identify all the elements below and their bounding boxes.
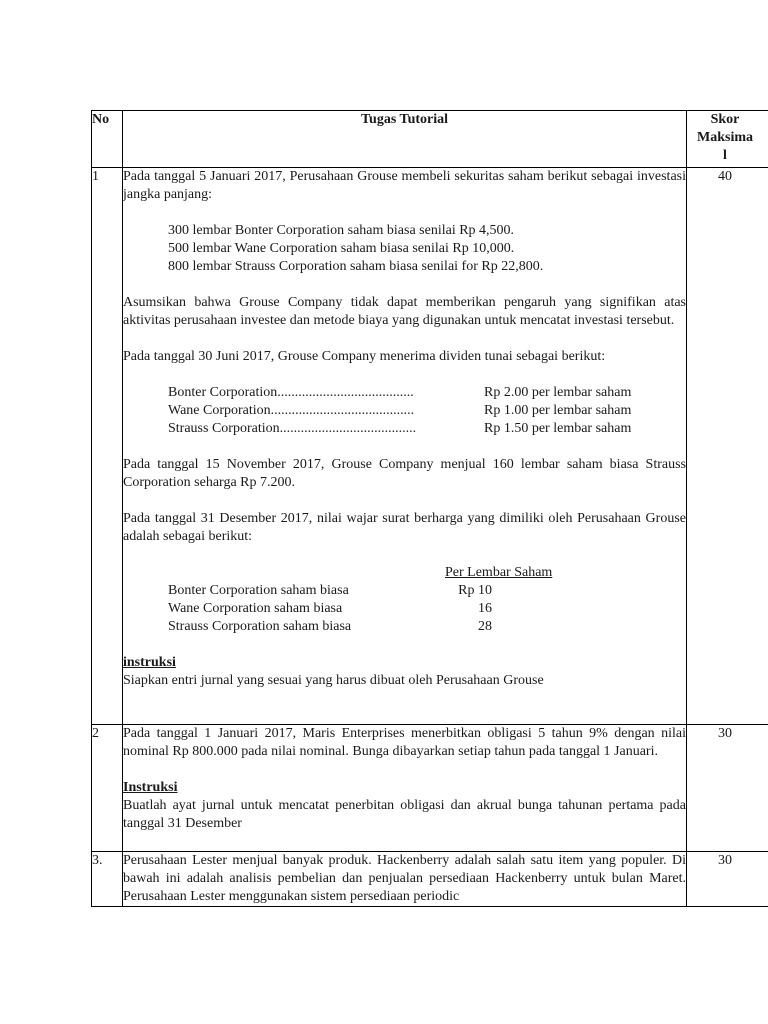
score-cell [687,725,768,852]
score-value: 30 [718,853,732,868]
task-cell [123,725,687,852]
dividend-amount: Rp 2.00 per lembar saham [484,385,632,400]
dividend-row [123,420,686,438]
fair-value-amount: 16 [478,601,492,616]
score-value: 40 [718,169,732,184]
dividend-company: Strauss Corporation....................................... [168,421,417,436]
dividend-company: Bonter Corporation....................................... [168,385,414,400]
task-intro: Pada tanggal 5 Januari 2017, Perusahaan Grouse membeli sekuritas saham berikut sebagai investasi jangka panjang: [123,169,686,202]
table-header-row [92,111,768,168]
header-task: Tugas Tutorial [123,111,687,168]
header-score [687,111,768,168]
header-score-line-2: Maksima [697,130,753,145]
fair-value-amount: 28 [478,619,492,634]
dividend-row [123,384,686,402]
purchase-line: 500 lembar Wane Corporation saham biasa senilai Rp 10,000. [168,241,515,256]
header-score-line-1: Skor [710,112,740,127]
row-number: 1 [92,168,123,725]
fair-value-amount: Rp 10 [458,583,492,598]
dividend-amount: Rp 1.00 per lembar saham [484,403,632,418]
sale-text: Pada tanggal 15 November 2017, Grouse Company menjual 160 lembar saham biasa Strauss Corporation seharga Rp 7.200. [123,457,686,490]
fair-value-company: Wane Corporation saham biasa [168,601,343,616]
score-value: 30 [718,726,732,741]
fair-value-row [123,582,686,600]
purchase-line: 300 lembar Bonter Corporation saham biasa senilai Rp 4,500. [168,223,515,238]
instruction-text: Siapkan entri jurnal yang sesuai yang harus dibuat oleh Perusahaan Grouse [123,673,544,688]
dividend-intro: Pada tanggal 30 Juni 2017, Grouse Company menerima dividen tunai sebagai berikut: [123,349,606,364]
fair-value-intro: Pada tanggal 31 Desember 2017, nilai wajar surat berharga yang dimiliki oleh Perusahaan Grouse adalah sebagai berikut: [123,511,686,544]
task-body: Perusahaan Lester menjual banyak produk. Hackenberry adalah salah satu item yang populer. Di bawah ini adalah analisis pembelian dan penjualan persediaan Hackenberry untuk bulan Maret. Perusahaan Lester menggunakan sistem persediaan periodic [123,853,686,904]
fair-value-header: Per Lembar Saham [445,565,553,580]
score-cell [687,852,768,907]
instruction-text: Buatlah ayat jurnal untuk mencatat penerbitan obligasi dan akrual bunga tahunan pertama pada tanggal 31 Desember [123,798,686,831]
purchase-line: 800 lembar Strauss Corporation saham biasa senilai for Rp 22,800. [168,259,544,274]
fair-value-row [123,618,686,636]
dividend-row [123,402,686,420]
instruction-title: instruksi [123,655,176,670]
dividend-amount: Rp 1.50 per lembar saham [484,421,632,436]
table-row [92,168,768,725]
header-no: No [92,111,123,168]
tutorial-table [91,110,768,907]
task-cell [123,168,687,725]
instruction-title: Instruksi [123,780,178,795]
row-number: 3. [92,852,123,907]
dividend-company: Wane Corporation......................................... [168,403,415,418]
row-number: 2 [92,725,123,852]
fair-value-company: Bonter Corporation saham biasa [168,583,349,598]
task-cell [123,852,687,907]
table-row [92,852,768,907]
task-body: Pada tanggal 1 Januari 2017, Maris Enterprises menerbitkan obligasi 5 tahun 9% dengan nilai nominal Rp 800.000 pada nilai nominal. Bunga dibayarkan setiap tahun pada tanggal 1 Januari. [123,726,686,759]
task-assumption: Asumsikan bahwa Grouse Company tidak dapat memberikan pengaruh yang signifikan atas aktivitas perusahaan investee dan metode biaya yang digunakan untuk mencatat investasi tersebut. [123,295,686,328]
table-row [92,725,768,852]
header-score-line-3: l [723,148,727,163]
fair-value-company: Strauss Corporation saham biasa [168,619,352,634]
fair-value-row [123,600,686,618]
score-cell [687,168,768,725]
